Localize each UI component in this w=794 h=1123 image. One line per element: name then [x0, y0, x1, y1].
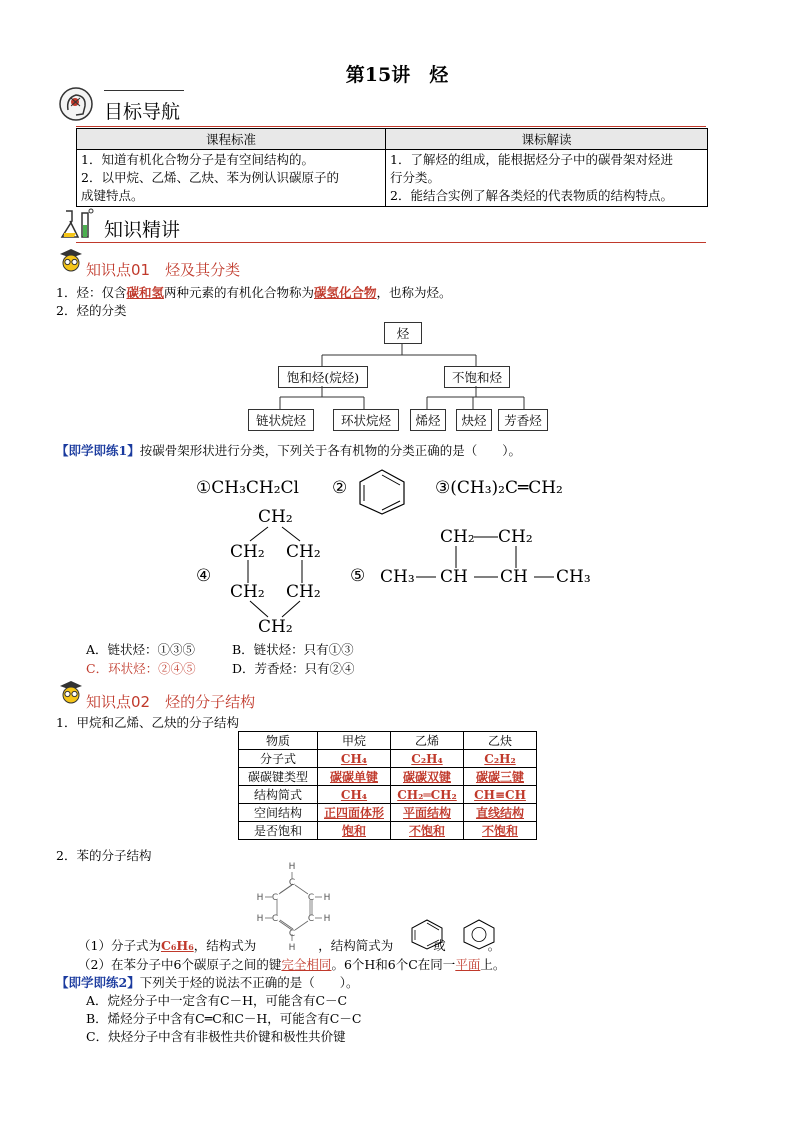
- option-1a: A．链状烃：①③⑤: [86, 642, 196, 657]
- tree-alkyne: 炔烃: [456, 409, 492, 431]
- svg-text:H: H: [288, 943, 296, 950]
- option-1d: D．芳香烃：只有②④: [232, 661, 355, 676]
- compound-1: ①CH₃CH₂Cl: [196, 478, 299, 498]
- tree-alkene: 烯烃: [410, 409, 446, 431]
- table-row: 分子式 CH₄ C₂H₄ C₂H₂: [239, 750, 537, 768]
- methyl-right: CH₃: [556, 567, 591, 587]
- section-title-goals: 目标导航: [104, 101, 181, 123]
- tree-saturated: 饱和烃(烷烃): [278, 366, 368, 388]
- classification-heading: 2．烃的分类: [56, 303, 127, 318]
- svg-text:C: C: [307, 914, 315, 924]
- svg-text:C: C: [288, 878, 296, 888]
- table-row: 结构简式 CH₄ CH₂═CH₂ CH≡CH: [239, 786, 537, 804]
- svg-text:C: C: [307, 893, 315, 903]
- compound-3: ③(CH₃)₂C═CH₂: [435, 478, 563, 498]
- molecule-structure-heading: 1．甲烷和乙烯、乙炔的分子结构: [56, 715, 239, 730]
- tree-unsaturated: 不饱和烃: [444, 366, 510, 388]
- cyclohexane-ch2-ur: CH₂: [286, 542, 321, 562]
- compound-4-label: ④: [196, 566, 212, 586]
- cyclobutane-ch2-left: CH₂: [440, 527, 475, 547]
- option-1b: B．链状烃：只有①③: [232, 642, 354, 657]
- svg-text:H: H: [323, 893, 331, 903]
- goals-standard-cell: 1．知道有机化合物分子是有空间结构的。 2．以甲烷、乙烯、乙炔、苯为例认识碳原子的 成键特点。: [77, 150, 386, 207]
- page-title: 第15讲 烃: [345, 64, 449, 86]
- cyclohexane-ch2-bottom: CH₂: [258, 617, 293, 637]
- knowledge-point-1-title: 知识点01 烃及其分类: [86, 261, 241, 279]
- svg-text:H: H: [256, 893, 264, 903]
- svg-text:H: H: [256, 914, 264, 924]
- svg-text:C: C: [288, 929, 296, 939]
- cyclobutane-ch-right: CH: [500, 567, 528, 587]
- benzene-structure-heading: 2．苯的分子结构: [56, 848, 152, 863]
- svg-text:C: C: [271, 893, 279, 903]
- methyl-left: CH₃: [380, 567, 415, 587]
- table-row: 是否饱和 饱和 不饱和 不饱和: [239, 822, 537, 840]
- tree-cyclo-alkane: 环状烷烃: [333, 409, 399, 431]
- cyclohexane-ch2-ul: CH₂: [230, 542, 265, 562]
- molecule-table: [238, 731, 537, 840]
- option-2c: C．炔烃分子中含有非极性共价键和极性共价键: [86, 1029, 346, 1044]
- benzene-ring-icon: [356, 468, 408, 516]
- owl-icon: [58, 678, 84, 708]
- tree-root: 烃: [384, 322, 422, 344]
- svg-text:H: H: [323, 914, 331, 924]
- classification-tree-lines: [0, 0, 794, 440]
- benzene-formula-line: （1）分子式为C₆H₆，结构式为 ，结构简式为 或 。: [78, 938, 501, 953]
- section-title-knowledge: 知识精讲: [104, 219, 181, 241]
- benzene-bond-line: （2）在苯分子中6个碳原子之间的键完全相同。6个H和6个C在同一平面上。: [78, 957, 506, 972]
- svg-text:C: C: [271, 914, 279, 924]
- drill-1-question: 【即学即练1】按碳骨架形状进行分类，下列关于各有机物的分类正确的是（ ）。: [56, 443, 521, 458]
- option-1c-correct: C．环状烃：②④⑤: [86, 661, 196, 676]
- knowledge-point-2-title: 知识点02 烃的分子结构: [86, 693, 256, 711]
- cyclohexane-ch2-lr: CH₂: [286, 582, 321, 602]
- option-2a: A．烷烃分子中一定含有C－H，可能含有C－C: [86, 993, 348, 1008]
- benzene-circle-icon: [460, 918, 498, 950]
- svg-text:H: H: [288, 862, 296, 872]
- benzene-kekule-icon: [408, 918, 446, 950]
- drill-2-question: 【即学即练2】下列关于烃的说法不正确的是（ ）。: [56, 975, 359, 990]
- cyclohexane-ch2-ll: CH₂: [230, 582, 265, 602]
- table-row: 碳碳键类型 碳碳单键 碳碳双键 碳碳三键: [239, 768, 537, 786]
- hydrocarbon-definition: 1．烃：仅含碳和氢两种元素的有机化合物称为碳氢化合物，也称为烃。: [56, 285, 452, 300]
- goals-interpretation-cell: 1．了解烃的组成，能根据烃分子中的碳骨架对烃进 行分类。 2．能结合实例了解各类烃的代表物质的结构特点。: [386, 150, 708, 207]
- table-row: 空间结构 正四面体形 平面结构 直线结构: [239, 804, 537, 822]
- cyclobutane-ch-left: CH: [440, 567, 468, 587]
- compound-5-label: ⑤: [350, 566, 366, 586]
- table-row: 物质 甲烷 乙烯 乙炔: [239, 732, 537, 750]
- goals-header-interpretation: 课标解读: [386, 129, 708, 150]
- goals-header-standard: 课程标准: [77, 129, 386, 150]
- compound-2-label: ②: [332, 478, 348, 498]
- tree-aromatic: 芳香烃: [498, 409, 548, 431]
- option-2b: B．烯烃分子中含有C═C和C－H，可能含有C－C: [86, 1011, 362, 1026]
- cyclohexane-ch2-top: CH₂: [258, 507, 293, 527]
- tree-chain-alkane: 链状烷烃: [248, 409, 314, 431]
- cyclobutane-ch2-right: CH₂: [498, 527, 533, 547]
